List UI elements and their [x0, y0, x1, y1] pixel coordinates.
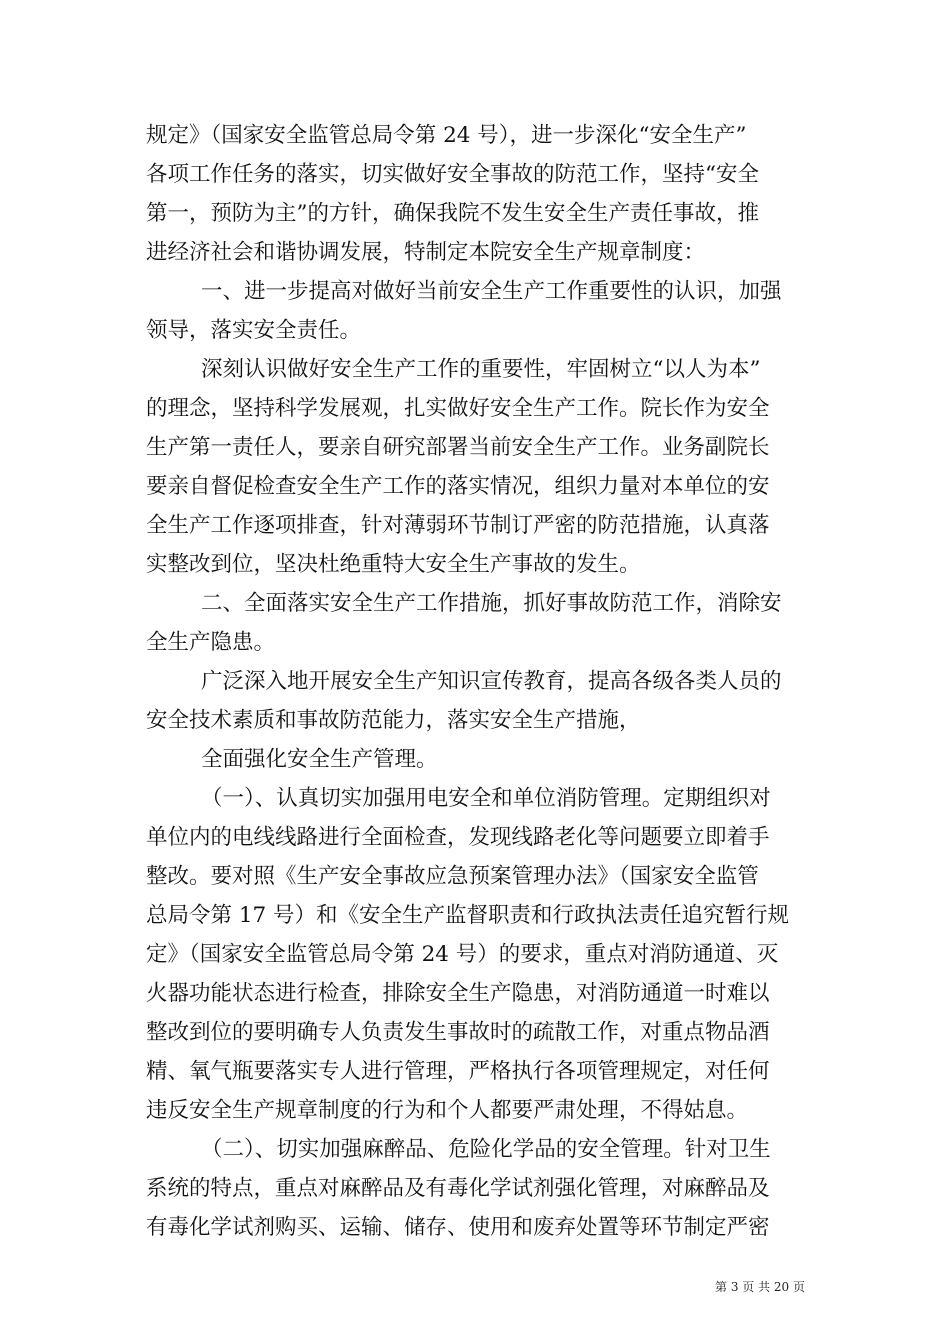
text-line: 单位内的电线线路进行全面检查，发现线路老化等问题要立即着手 [146, 825, 770, 850]
text-line: 深刻认识做好安全生产工作的重要性，牢固树立“以人为本” [201, 357, 761, 382]
text-line: 进经济社会和谐协调发展，特制定本院安全生产规章制度： [146, 240, 706, 265]
text-line: 规定》（国家安全监管总局令第 24 号），进一步深化“安全生产” [146, 123, 747, 148]
text-line: （二）、切实加强麻醉品、危险化学品的安全管理。针对卫生 [201, 1137, 771, 1162]
text-line: 全生产隐患。 [146, 630, 276, 655]
text-line: 广泛深入地开展安全生产知识宣传教育，提高各级各类人员的 [201, 669, 782, 694]
text-line: 实整改到位，坚决杜绝重特大安全生产事故的发生。 [146, 552, 641, 577]
text-line: 领导，落实安全责任。 [146, 318, 362, 343]
text-line: 要亲自督促检查安全生产工作的落实情况，组织力量对本单位的安 [146, 474, 770, 499]
text-line: 全生产工作逐项排查，针对薄弱环节制订严密的防范措施，认真落 [146, 513, 770, 538]
text-line: 各项工作任务的落实，切实做好安全事故的防范工作，坚持“安全 [146, 162, 759, 187]
text-line: 第一，预防为主”的方针，确保我院不发生安全生产责任事故，推 [146, 201, 759, 226]
text-line: 全面强化安全生产管理。 [201, 747, 438, 772]
text-line: 系统的特点，重点对麻醉品及有毒化学试剂强化管理，对麻醉品及 [146, 1176, 770, 1201]
text-line: 定》（国家安全监管总局令第 24 号）的要求，重点对消防通道、灭 [146, 942, 779, 967]
text-line: 有毒化学试剂购买、运输、储存、使用和废弃处置等环节制定严密 [146, 1215, 770, 1240]
text-line: 整改。要对照《生产安全事故应急预案管理办法》（国家安全监管 [146, 864, 759, 889]
text-line: 安全技术素质和事故防范能力，落实安全生产措施， [146, 708, 641, 733]
text-line: 二、全面落实安全生产工作措施，抓好事故防范工作，消除安 [201, 591, 782, 616]
text-line: 的理念，坚持科学发展观，扎实做好安全生产工作。院长作为安全 [146, 396, 770, 421]
text-line: 整改到位的要明确专人负责发生事故时的疏散工作，对重点物品酒 [146, 1020, 770, 1045]
text-line: 生产第一责任人，要亲自研究部署当前安全生产工作。业务副院长 [146, 435, 770, 460]
text-line: 总局令第 17 号）和《安全生产监督职责和行政执法责任追究暂行规 [146, 903, 790, 928]
text-line: 火器功能状态进行检查，排除安全生产隐患，对消防通道一时难以 [146, 981, 770, 1006]
text-line: 违反安全生产规章制度的行为和个人都要严肃处理，不得姑息。 [146, 1098, 749, 1123]
text-line: 一、进一步提高对做好当前安全生产工作重要性的认识，加强 [201, 279, 782, 304]
page-number: 第 3 页 共 20 页 [715, 1280, 805, 1294]
text-line: （一）、认真切实加强用电安全和单位消防管理。定期组织对 [201, 786, 771, 811]
document-body [146, 116, 808, 1247]
text-line: 精、氧气瓶要落实专人进行管理，严格执行各项管理规定，对任何 [146, 1059, 770, 1084]
